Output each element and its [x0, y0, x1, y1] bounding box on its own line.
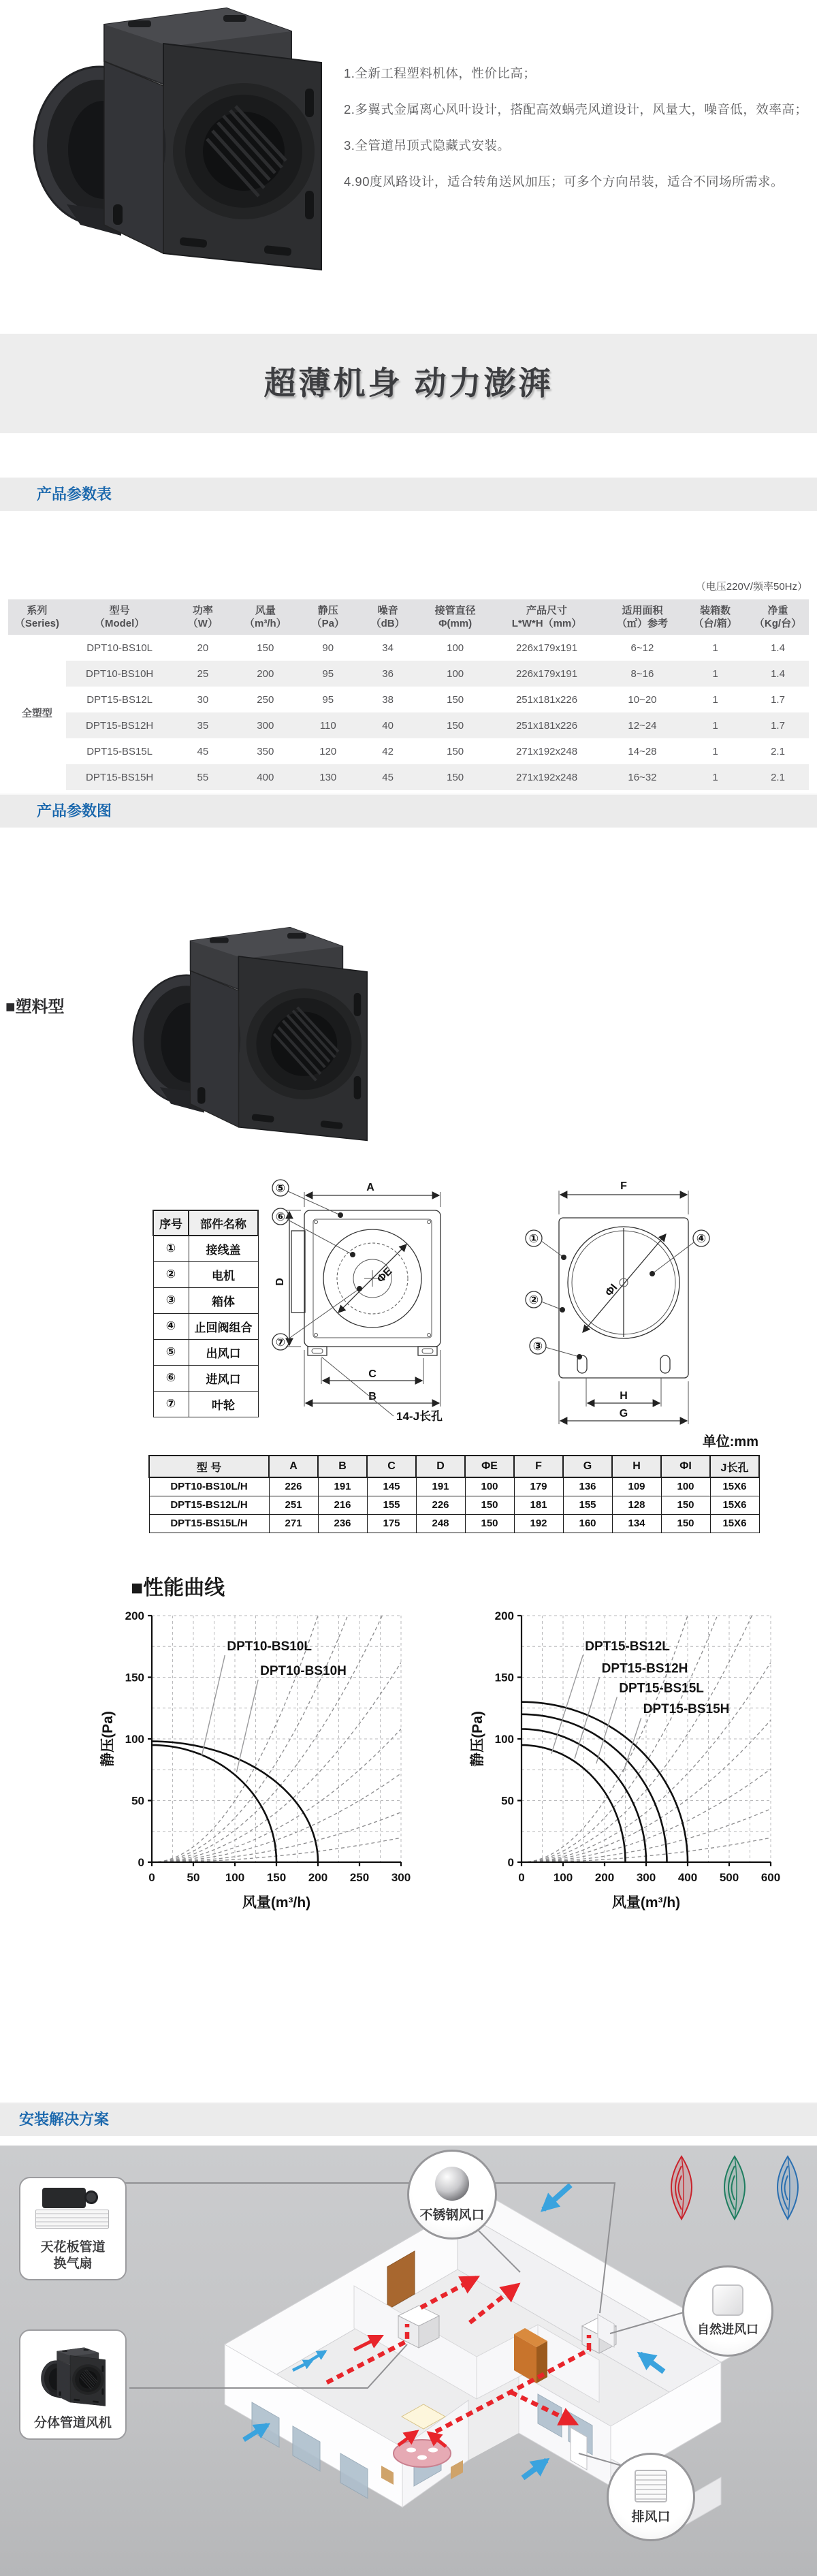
title-banner	[0, 334, 817, 433]
spec-cell: 12~24	[601, 712, 684, 738]
callout-1	[526, 1230, 566, 1260]
spec-cell: DPT15-BS15L	[86, 745, 153, 757]
svg-text:⑤: ⑤	[275, 1182, 286, 1195]
spec-cell: 1	[684, 764, 747, 790]
spec-cell: 45	[357, 764, 418, 790]
split-fan-image	[32, 2346, 114, 2411]
callout-label: 自然进风口	[697, 2323, 758, 2336]
natural-inlet-image	[712, 2284, 743, 2316]
parts-row	[153, 1391, 258, 1417]
dim-B: B	[368, 1391, 377, 1402]
svg-text:②: ②	[528, 1293, 539, 1306]
dim-cell: 155	[563, 1496, 612, 1514]
spec-cell: 226x179x191	[515, 642, 578, 654]
parts-header: 部件名称	[189, 1210, 258, 1236]
card-ceiling-duct-fan	[19, 2177, 127, 2280]
leaf-icon	[724, 2156, 745, 2219]
section-header-install	[0, 2102, 817, 2136]
svg-text:0: 0	[148, 1871, 155, 1884]
dim-cell: 191	[416, 1477, 465, 1496]
dim-cell: 145	[367, 1477, 416, 1496]
section-title: 产品参数图	[37, 802, 112, 819]
dim-cell: 150	[465, 1514, 514, 1533]
spec-cell: 100	[447, 642, 464, 654]
callout-label: 排风口	[631, 2509, 671, 2524]
dim-cell: DPT15-BS15L/H	[149, 1514, 269, 1533]
svg-text:100: 100	[494, 1733, 514, 1746]
feature-item: 4.90度风路设计，适合转角送风加压；可多个方向吊装，适合不同场所需求。	[344, 174, 784, 189]
dim-cell: 15X6	[710, 1514, 759, 1533]
spec-cell: 130	[298, 764, 357, 790]
feature-item: 2.多翼式金属离心风叶设计，搭配高效蜗壳风道设计，风量大，噪音低，效率高；	[344, 102, 808, 116]
spec-row	[8, 661, 809, 687]
spec-cell: 36	[357, 661, 418, 687]
svg-text:静压(Pa): 静压(Pa)	[100, 1711, 116, 1767]
parts-row	[153, 1236, 258, 1261]
svg-text:DPT10-BS10L: DPT10-BS10L	[227, 1639, 312, 1654]
parts-header: 序号	[153, 1210, 189, 1236]
spec-cell: 10~20	[628, 693, 657, 706]
dim-header: ΦI	[661, 1456, 710, 1477]
feature-item: 1.全新工程塑料机体，性价比高；	[344, 66, 536, 80]
svg-text:静压(Pa): 静压(Pa)	[470, 1711, 485, 1767]
svg-text:600: 600	[760, 1871, 781, 1884]
section-title: 安装解决方案	[19, 2111, 110, 2128]
svg-text:DPT10-BS10H: DPT10-BS10H	[260, 1664, 347, 1679]
spec-cell: 20	[197, 642, 209, 654]
spec-cell: 42	[382, 745, 394, 757]
callout-label: 不锈钢风口	[419, 2208, 485, 2222]
dim-H: H	[620, 1390, 628, 1402]
svg-text:⑥: ⑥	[275, 1210, 286, 1223]
spec-cell: 1	[712, 693, 718, 706]
spec-row	[8, 764, 809, 790]
dim-header: B	[318, 1456, 367, 1477]
svg-text:④: ④	[696, 1232, 707, 1245]
spec-cell: 1	[684, 661, 747, 687]
dim-cell: 181	[514, 1496, 563, 1514]
spec-cell: 226x179x191	[492, 661, 601, 687]
dim-cell: 15X6	[710, 1477, 759, 1496]
dim-cell: 134	[612, 1514, 661, 1533]
spec-cell: 251x181x226	[492, 712, 601, 738]
stainless-vent-image	[435, 2167, 469, 2201]
spec-cell: 150	[447, 693, 464, 706]
parts-cell: 叶轮	[189, 1391, 258, 1417]
dim-row	[149, 1477, 759, 1496]
svg-text:150: 150	[125, 1671, 144, 1684]
side-technical-drawing	[522, 1170, 719, 1439]
dim-cell: 236	[318, 1514, 367, 1533]
product-photo-2	[92, 921, 405, 1159]
card-label: 换气扇	[53, 2257, 93, 2271]
svg-text:200: 200	[125, 1609, 144, 1622]
spec-cell: 6~12	[630, 642, 654, 654]
svg-text:①: ①	[528, 1232, 539, 1245]
spec-cell: 251x181x226	[515, 693, 578, 706]
dim-cell: 160	[563, 1514, 612, 1533]
spec-col-header: 风量 （m³/h）	[232, 599, 298, 635]
spec-cell: 25	[173, 661, 232, 687]
spec-col-header: 型号 （Model）	[66, 599, 174, 635]
parts-row	[153, 1287, 258, 1313]
svg-text:150: 150	[494, 1671, 514, 1684]
spec-cell: 2.1	[747, 764, 809, 790]
svg-text:50: 50	[501, 1794, 514, 1808]
page-title: 超薄机身 动力澎湃	[263, 365, 554, 401]
callout-7	[272, 1286, 362, 1350]
dim-cell: 150	[465, 1496, 514, 1514]
parts-cell: ④	[153, 1313, 189, 1339]
leaf-icon	[778, 2156, 798, 2219]
spec-table	[8, 599, 809, 790]
dim-cell: 216	[318, 1496, 367, 1514]
spec-cell: DPT15-BS12L	[86, 693, 153, 706]
svg-text:风量(m³/h): 风量(m³/h)	[242, 1895, 311, 1911]
spec-col-header: 噪音 （dB）	[357, 599, 418, 635]
chart-canvas	[99, 1602, 412, 1922]
spec-col-header: 系列 （Series)	[8, 599, 66, 635]
dim-cell: 128	[612, 1496, 661, 1514]
parts-table	[153, 1210, 259, 1417]
parts-row	[153, 1339, 258, 1365]
unit-label: 单位:mm	[702, 1434, 758, 1449]
spec-cell: 90	[322, 642, 334, 654]
spec-row	[8, 712, 809, 738]
svg-text:200: 200	[494, 1609, 514, 1622]
spec-cell: 120	[319, 745, 337, 757]
parts-cell: ⑦	[153, 1391, 189, 1417]
dim-cell: 251	[269, 1496, 318, 1514]
parts-cell: ③	[153, 1287, 189, 1313]
dim-cell: 15X6	[710, 1496, 759, 1514]
spec-cell: 1	[712, 642, 718, 654]
section-header-spec-table	[0, 477, 817, 511]
svg-text:300: 300	[636, 1871, 656, 1884]
dim-cell: 100	[661, 1477, 710, 1496]
dim-A: A	[366, 1182, 374, 1193]
callout-3	[530, 1338, 582, 1360]
spec-col-header: 接管直径 Φ(mm)	[418, 599, 492, 635]
parts-cell: 接线盖	[189, 1236, 258, 1261]
spec-col-header: 功率 （W）	[173, 599, 232, 635]
dim-header: C	[367, 1456, 416, 1477]
dim-header: G	[563, 1456, 612, 1477]
spec-cell: 300	[232, 712, 298, 738]
dim-header: ΦE	[465, 1456, 514, 1477]
dim-G: G	[619, 1408, 628, 1419]
spec-cell: 1.4	[747, 661, 809, 687]
dim-cell: 248	[416, 1514, 465, 1533]
dim-cell: DPT10-BS10L/H	[149, 1477, 269, 1496]
spec-row	[8, 738, 809, 764]
spec-cell: 8~16	[601, 661, 684, 687]
spec-cell: 95	[322, 693, 334, 706]
spec-cell: 271x192x248	[492, 764, 601, 790]
dim-cell: 271	[269, 1514, 318, 1533]
dim-cell: 155	[367, 1496, 416, 1514]
leaf-icon	[671, 2156, 692, 2219]
svg-text:风量(m³/h): 风量(m³/h)	[611, 1895, 681, 1911]
spec-cell: 150	[257, 642, 274, 654]
installation-diagram	[0, 2146, 817, 2576]
spec-cell: 400	[232, 764, 298, 790]
spec-cell: 1	[712, 745, 718, 757]
spec-col-header: 产品尺寸 L*W*H（mm）	[492, 599, 601, 635]
spec-row	[8, 635, 809, 661]
chart-canvas	[468, 1602, 782, 1922]
svg-text:0: 0	[138, 1856, 144, 1869]
spec-cell: 100	[418, 661, 492, 687]
exhaust-vent-image	[635, 2470, 667, 2502]
spec-cell: 150	[447, 745, 464, 757]
svg-text:DPT15-BS12H: DPT15-BS12H	[601, 1661, 688, 1676]
spec-cell: DPT15-BS12H	[66, 712, 174, 738]
parts-cell: 出风口	[189, 1339, 258, 1365]
svg-text:DPT15-BS12L: DPT15-BS12L	[585, 1639, 670, 1654]
callout-exhaust-vent	[607, 2453, 695, 2541]
callout-stainless-vent	[407, 2150, 497, 2240]
spec-col-header: 净重 （Kg/台）	[747, 599, 809, 635]
svg-text:500: 500	[719, 1871, 739, 1884]
dim-row	[149, 1514, 759, 1533]
section-title: 产品参数表	[37, 486, 112, 503]
callout-4	[650, 1230, 709, 1276]
spec-col-header: 适用面积 （㎡）参考	[601, 599, 684, 635]
parts-cell: 止回阀组合	[189, 1313, 258, 1339]
card-label: 分体管道风机	[33, 2416, 112, 2430]
svg-text:DPT15-BS15H: DPT15-BS15H	[643, 1702, 730, 1717]
spec-cell: 250	[257, 693, 274, 706]
svg-text:200: 200	[308, 1871, 328, 1884]
dim-header: F	[514, 1456, 563, 1477]
spec-cell: 40	[357, 712, 418, 738]
spec-cell: 55	[173, 764, 232, 790]
dim-cell: 175	[367, 1514, 416, 1533]
spec-cell: DPT10-BS10H	[66, 661, 174, 687]
dim-cell: 150	[661, 1496, 710, 1514]
dim-C: C	[368, 1368, 377, 1380]
card-split-duct-fan	[19, 2329, 127, 2440]
svg-text:0: 0	[507, 1856, 514, 1869]
spec-cell: 16~32	[601, 764, 684, 790]
spec-cell: 2.1	[771, 745, 785, 757]
performance-chart-dpt10	[99, 1602, 412, 1926]
spec-cell: 30	[197, 693, 209, 706]
slot-annotation: 14-J长孔	[396, 1410, 443, 1423]
spec-cell: DPT10-BS10L	[86, 642, 153, 654]
parts-cell: 电机	[189, 1261, 258, 1287]
parts-row	[153, 1365, 258, 1391]
dim-F: F	[620, 1180, 627, 1192]
svg-text:400: 400	[677, 1871, 698, 1884]
svg-text:100: 100	[553, 1871, 573, 1884]
parts-cell: ⑤	[153, 1339, 189, 1365]
svg-text:100: 100	[125, 1733, 144, 1746]
spec-cell: 14~28	[628, 745, 657, 757]
dim-cell: 179	[514, 1477, 563, 1496]
dim-row	[149, 1496, 759, 1514]
callout-natural-inlet	[682, 2265, 773, 2357]
front-technical-drawing	[267, 1173, 471, 1432]
spec-cell: 1.4	[771, 642, 785, 654]
leaf-decorations	[664, 2154, 807, 2222]
series-cell: 全塑型	[8, 635, 66, 790]
spec-cell: 34	[382, 642, 394, 654]
svg-text:50: 50	[131, 1794, 144, 1808]
plastic-type-label: ■塑料型	[5, 998, 65, 1016]
dim-cell: 109	[612, 1477, 661, 1496]
performance-curves-heading: ■性能曲线	[131, 1577, 225, 1599]
dim-cell: 226	[269, 1477, 318, 1496]
spec-cell: 95	[298, 661, 357, 687]
svg-text:⑦: ⑦	[275, 1336, 286, 1349]
feature-list	[344, 65, 817, 210]
spec-cell: 1	[684, 712, 747, 738]
svg-text:50: 50	[187, 1871, 200, 1884]
spec-cell: 150	[418, 712, 492, 738]
dim-cell: 226	[416, 1496, 465, 1514]
spec-cell: 150	[418, 764, 492, 790]
card-label: 天花板管道	[40, 2240, 106, 2255]
dim-PhiE: ΦE	[374, 1265, 395, 1285]
parts-row	[153, 1261, 258, 1287]
spec-cell: 38	[382, 693, 394, 706]
svg-text:0: 0	[518, 1871, 525, 1884]
dim-header: A	[269, 1456, 318, 1477]
spec-cell: 350	[257, 745, 274, 757]
dim-cell: 136	[563, 1477, 612, 1496]
spec-cell: DPT15-BS15H	[66, 764, 174, 790]
svg-text:③: ③	[532, 1340, 543, 1353]
dim-cell: DPT15-BS12L/H	[149, 1496, 269, 1514]
product-photo	[19, 0, 332, 293]
svg-text:150: 150	[266, 1871, 287, 1884]
dim-header: D	[416, 1456, 465, 1477]
dim-header: H	[612, 1456, 661, 1477]
dim-PhiI: ΦI	[603, 1282, 620, 1299]
svg-text:100: 100	[225, 1871, 245, 1884]
dimension-table	[148, 1455, 760, 1533]
spec-row	[8, 687, 809, 712]
parts-cell: ①	[153, 1236, 189, 1261]
parts-cell: 进风口	[189, 1365, 258, 1391]
spec-cell: 1.7	[771, 693, 785, 706]
ceiling-fan-image	[35, 2188, 110, 2233]
spec-cell: 200	[232, 661, 298, 687]
parts-cell: 箱体	[189, 1287, 258, 1313]
spec-cell: 35	[173, 712, 232, 738]
spec-cell: 1.7	[747, 712, 809, 738]
parts-row	[153, 1313, 258, 1339]
spec-cell: 45	[197, 745, 209, 757]
parts-cell: ②	[153, 1261, 189, 1287]
dim-header: J长孔	[710, 1456, 759, 1477]
dim-cell: 192	[514, 1514, 563, 1533]
svg-text:300: 300	[391, 1871, 411, 1884]
spec-cell: 271x192x248	[515, 745, 578, 757]
dim-cell: 150	[661, 1514, 710, 1533]
dim-cell: 100	[465, 1477, 514, 1496]
spec-col-header: 装箱数 （台/箱）	[684, 599, 747, 635]
voltage-note: （电压220V/频率50Hz）	[695, 581, 807, 593]
svg-text:DPT15-BS15L: DPT15-BS15L	[619, 1681, 704, 1696]
svg-text:250: 250	[349, 1871, 370, 1884]
spec-cell: 110	[298, 712, 357, 738]
dim-header: 型 号	[149, 1456, 269, 1477]
parts-cell: ⑥	[153, 1365, 189, 1391]
feature-item: 3.全管道吊顶式隐藏式安装。	[344, 138, 511, 153]
spec-col-header: 静压 （Pa）	[298, 599, 357, 635]
section-header-spec-figure	[0, 794, 817, 828]
dim-cell: 191	[318, 1477, 367, 1496]
svg-text:200: 200	[594, 1871, 615, 1884]
performance-chart-dpt15	[468, 1602, 782, 1926]
dim-D: D	[274, 1278, 286, 1286]
